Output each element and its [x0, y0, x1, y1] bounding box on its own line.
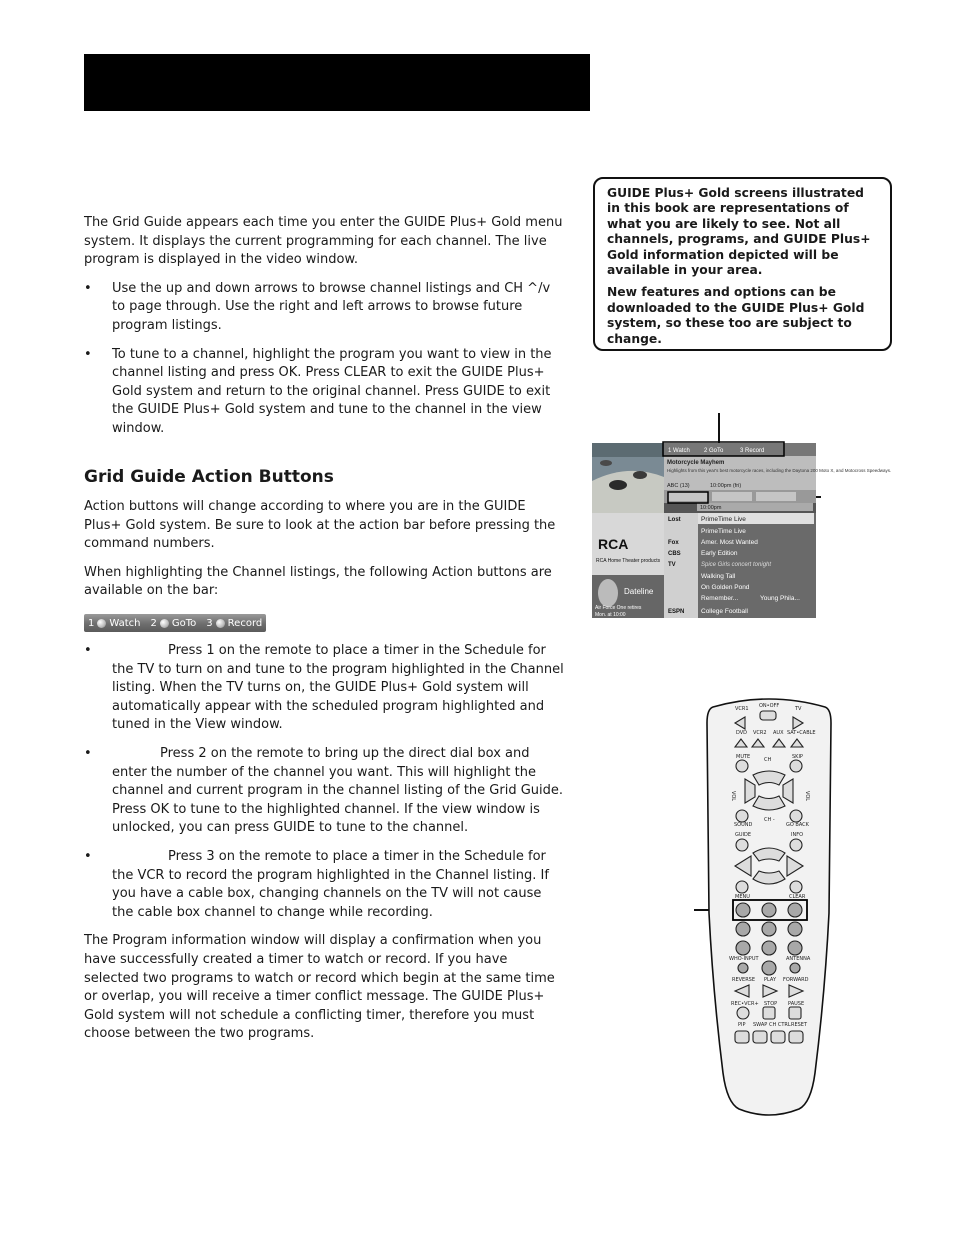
closing-paragraph: The Program information window will display a confirmation when you have successfully created a timer to watch or record. If you have selected two programs to watch or record which begin at the same time or overlap, you will receive a timer conflict message. The GUIDE Plus+ Gold system will not schedule a conflicting timer, therefore you must choose between the two programs.: [84, 933, 555, 1042]
action-goto: [151, 618, 197, 629]
row-extra: Young Phila...: [760, 595, 800, 602]
section-paragraph-1: Action buttons will change according to where you are in the GUIDE Plus+ Gold system. Be sure to look at the action bar before pressing the command numbers.: [84, 499, 556, 552]
remote-label: WHO-INPUT: [729, 956, 759, 962]
action-bullet-goto: [84, 745, 564, 838]
section-body-bottom: [84, 642, 564, 1054]
action-bar-image: [84, 614, 266, 632]
promo2-time: Mon. at 10:00: [595, 612, 626, 618]
remote-label: PLAY: [764, 977, 777, 983]
section-heading: Grid Guide Action Buttons: [84, 467, 334, 487]
bullet-mark: •: [84, 643, 92, 658]
row-program: Walking Tall: [701, 573, 736, 580]
action-bullets: [84, 642, 564, 922]
remote-label: REC•VCR+: [731, 1001, 759, 1007]
remote-label: VOL: [730, 791, 736, 802]
action-bullet-text: Press 3 on the remote to place a timer in the Schedule for the VCR to record the program highlighted in the Channel listing. If you have a cable box, changing channels on the TV will not cause the cable box channel to change while recording.: [112, 848, 549, 920]
row-program: Remember...: [701, 595, 739, 602]
row-logo: CBS: [668, 551, 681, 557]
action-bullet-watch: [84, 642, 564, 735]
remote-label: MENU: [735, 894, 750, 900]
remote-label: DVD: [736, 730, 748, 736]
action-bullet-text: Press 2 on the remote to bring up the direct dial box and enter the number of the channel you want. This will highlight the channel and current program in the channel listing of the Grid Guide. Press OK to tune to the highlighted channel. If the view window is unlocked, you can press GUIDE to tune to the channel.: [112, 745, 564, 836]
remote-label: MUTE: [736, 754, 751, 760]
remote-label: SOUND: [734, 822, 753, 828]
action-label: Record: [227, 617, 263, 629]
remote-label: ON•OFF: [759, 703, 780, 709]
remote-label: PIP: [738, 1022, 746, 1028]
row-logo: Fox: [668, 540, 679, 546]
row-program: PrimeTime Live: [701, 516, 746, 523]
info-text: Highlights from this year's best motorcycle races, including the Daytona 200 Moto X, and Motocross Speedways.: [667, 468, 892, 473]
promo-text: RCA Home Theater products: [596, 558, 661, 564]
intro-bullet-text: Use the up and down arrows to browse channel listings and CH ^/v to page through. Use the right and left arrows to browse future program listings.: [112, 280, 551, 333]
row-program: PrimeTime Live: [701, 528, 746, 535]
remote-control-illustration: [703, 693, 835, 1127]
remote-label: TV: [795, 706, 802, 712]
remote-label: VCR1: [735, 706, 749, 712]
remote-label: GO BACK: [786, 822, 809, 828]
screen-bar-3: 3 Record: [740, 448, 765, 454]
intro-bullet-1: [84, 280, 564, 336]
remote-label: CLEAR: [789, 894, 806, 900]
remote-label: INFO: [791, 832, 804, 838]
section-paragraph-2: When highlighting the Channel listings, the following Action buttons are available on the bar:: [84, 564, 552, 599]
remote-label: FORWARD: [783, 977, 809, 983]
remote-label: ANTENNA: [786, 956, 811, 962]
bullet-mark: •: [84, 280, 92, 296]
remote-label: SKIP: [792, 754, 803, 760]
action-label: Watch: [109, 617, 141, 629]
remote-label: REVERSE: [732, 977, 756, 983]
row-program: College Football: [701, 608, 748, 615]
intro-section: [84, 214, 564, 449]
row-program: Amer. Most Wanted: [701, 539, 758, 546]
bullet-mark: •: [84, 848, 92, 864]
svg-text:Highlights from this year's be: [667, 468, 891, 473]
intro-bullet-text: To tune to a channel, highlight the program you want to view in the channel listing and press OK. Press CLEAR to exit the GUIDE Plus+ Gold system and return to the original channel. Press GUIDE to exit the GUIDE Plus+ Gold system and tune to the channel in the view window.: [112, 346, 552, 436]
remote-label: SAT•CABLE: [787, 730, 816, 736]
note-paragraph-1: GUIDE Plus+ Gold screens illustrated in this book are representations of what you are likely to see. Not all channels, programs, and GUIDE Plus+ Gold information depicted will be available in your area.: [607, 186, 871, 278]
remote-label: CH -: [764, 817, 775, 823]
action-label: GoTo: [171, 617, 197, 629]
row-logo: Lost: [668, 517, 681, 523]
chapter-header-bar: [84, 54, 590, 111]
remote-label: RESET: [791, 1022, 808, 1028]
promo-brand-text: RCA: [598, 536, 629, 552]
row-program: On Golden Pond: [701, 584, 750, 591]
screen-bar-1: 1 Watch: [668, 448, 690, 454]
slot-time: 10:00pm: [700, 505, 722, 511]
action-ball-icon: [97, 619, 106, 628]
intro-paragraph: The Grid Guide appears each time you enter the GUIDE Plus+ Gold menu system. It displays the current programming for each channel. The live program is displayed in the video window.: [84, 215, 563, 268]
bullet-mark: •: [84, 346, 92, 362]
remote-label: AUX: [773, 730, 784, 736]
action-ball-icon: [160, 619, 169, 628]
callout-line-actionbar: [718, 413, 720, 443]
action-number: 3: [206, 617, 213, 629]
section-body-top: [84, 498, 564, 611]
remote-label: VOL: [804, 791, 810, 802]
info-time: 10:00pm (fri): [710, 483, 742, 489]
info-channel: ABC (13): [667, 483, 690, 489]
remote-label: VCR2: [753, 730, 767, 736]
remote-label: CH: [764, 757, 772, 763]
listing-rows: [664, 513, 816, 618]
action-bullet-text: Press 1 on the remote to place a timer in the Schedule for the TV to turn on and tune to the program highlighted in the Channel listing. When the TV turns on, the GUIDE Plus+ Gold system will automatically appear with the scheduled program highlighted and tuned in the View window.: [112, 643, 564, 733]
action-bullet-record: [84, 848, 564, 922]
action-watch: [88, 618, 141, 629]
row-program: Early Edition: [701, 550, 738, 557]
note-paragraph-2: New features and options can be downloaded to the GUIDE Plus+ Gold system, so these too are subject to change.: [607, 285, 865, 346]
promo2-text: Air Force One retires: [595, 605, 642, 611]
row-logo: ESPN: [668, 609, 685, 615]
remote-label: PAUSE: [788, 1001, 805, 1007]
guide-screen-illustration: [592, 443, 892, 618]
remote-label: SWAP: [753, 1022, 768, 1028]
screen-bar-2: 2 GoTo: [704, 448, 724, 454]
info-title: Motorcycle Mayhem: [667, 460, 725, 466]
remote-label: GUIDE: [735, 832, 752, 838]
action-record: [206, 618, 262, 629]
action-number: 1: [88, 617, 95, 629]
action-ball-icon: [216, 619, 225, 628]
promo2-title: Dateline: [624, 587, 654, 596]
note-box: [593, 177, 892, 351]
remote-label: CH CTRL: [769, 1022, 791, 1028]
remote-label: STOP: [764, 1001, 778, 1007]
bullet-mark: •: [84, 745, 92, 761]
row-program: Spice Girls concert tonight: [701, 562, 772, 568]
action-number: 2: [150, 617, 157, 629]
intro-bullets: [84, 280, 564, 439]
row-logo: TV: [668, 562, 676, 568]
intro-bullet-2: [84, 346, 564, 439]
